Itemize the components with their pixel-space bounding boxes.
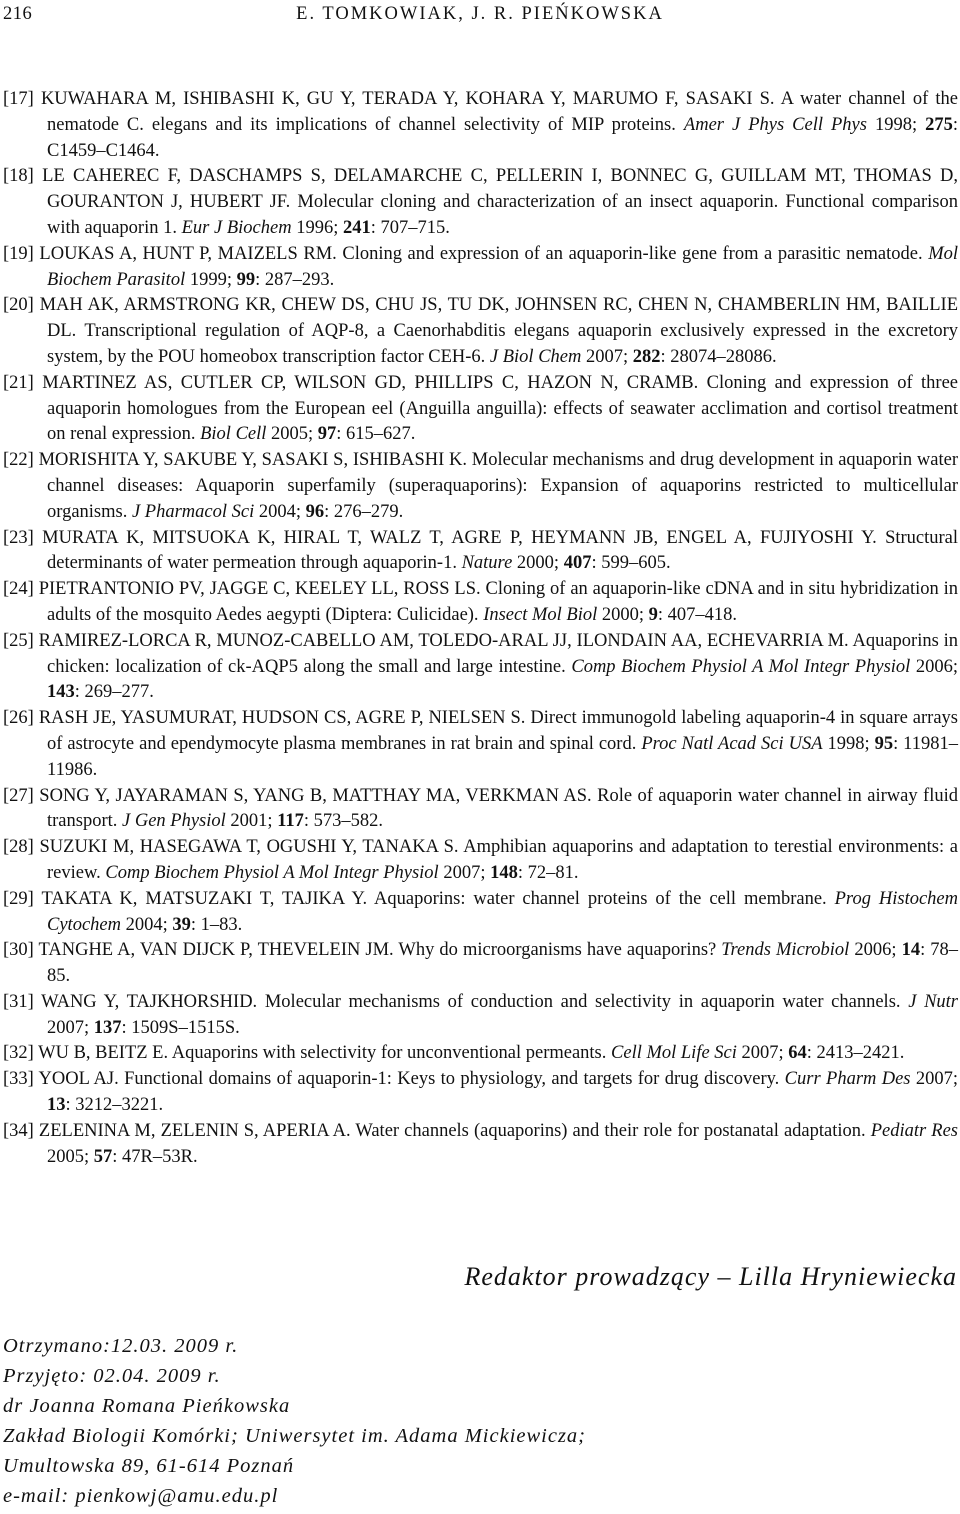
reference-item [3,164,958,241]
reference-title: Molecular cloning and characterization of an insect aquaporin. Functional comparison with aquaporin 1. [47,192,959,238]
reference-volume: 275 [925,114,953,135]
reference-item [3,448,958,525]
reference-number: [27] [3,785,34,806]
reference-item [3,1041,958,1067]
reference-journal: Curr Pharm Des [784,1069,911,1090]
reference-number: [29] [3,888,34,909]
reference-item [3,887,958,939]
reference-journal: J Gen Physiol [122,811,226,832]
reference-number: [19] [3,243,34,264]
reference-item [3,835,958,887]
received-date: Otrzymano:12.03. 2009 r. [3,1335,239,1357]
reference-title: Water channels (aquaporins) and their role for postanatal adaptation. [355,1120,866,1141]
reference-year: 2001; [230,811,273,832]
reference-volume: 241 [342,217,371,238]
reference-year: 2004; [258,501,302,522]
reference-year: 2006; [854,940,897,961]
reference-journal: Eur J Biochem [181,217,292,238]
reference-title: Aquaporins: water channel proteins of the cell membrane. [374,888,827,909]
reference-authors: WU B, BEITZ E. [38,1043,169,1064]
reference-year: 2005; [47,1146,90,1167]
reference-volume: 137 [93,1017,122,1038]
reference-year: 2007; [585,346,629,367]
reference-authors: SONG Y, JAYARAMAN S, YANG B, MATTHAY MA, VERKMAN AS. [39,785,592,806]
reference-item [3,629,958,706]
reference-pages: : 573–582. [303,811,384,832]
reference-volume: 97 [317,424,337,445]
reference-journal: Biol Cell [200,424,267,445]
reference-title: Functional domains of aquaporin-1: Keys to physiology, and targets for drug discovery. [124,1069,780,1090]
reference-authors: MURATA K, MITSUOKA K, HIRAL T, WALZ T, AGRE P, HEYMANN JB, ENGEL A, FUJIYOSHI Y. [42,527,877,548]
reference-volume: 282 [632,346,661,367]
reference-journal: Prog Histochem Cytochem [47,888,959,935]
reference-title: Structural determinants of water permeation through aquaporin-1. [47,527,959,574]
reference-pages: : 615–627. [336,424,416,445]
accepted-date: Przyjęto: 02.04. 2009 r. [3,1365,221,1387]
reference-pages: : 11981–11986. [47,733,958,780]
reference-number: [28] [3,837,34,858]
reference-journal: Nature [461,553,513,574]
reference-year: 2007; [443,862,486,883]
reference-number: [31] [3,991,34,1012]
reference-volume: 95 [874,733,894,754]
reference-pages: : 28074–28086. [660,346,777,367]
reference-authors: MAH AK, ARMSTRONG KR, CHEW DS, CHU JS, TU DK, JOHNSEN RC, CHEN N, CHAMBERLIN HM, BAILLIE DL. [39,295,958,342]
correspondence-author: dr Joanna Romana Pieńkowska [3,1395,291,1417]
reference-journal: Comp Biochem Physiol A Mol Integr Physiol [571,656,911,677]
reference-volume: 13 [47,1095,66,1116]
reference-pages: : 72–81. [517,862,579,883]
reference-pages: : 276–279. [324,501,404,522]
reference-volume: 99 [236,269,256,290]
reference-authors: LE CAHEREC F, DASCHAMPS S, DELAMARCHE C, PELLERIN I, BONNEC G, GUILLAM MT, THOMAS D, GOURANTON J, HUBERT JF. [42,166,959,213]
reference-pages: : 707–715. [370,217,450,238]
reference-year: 2000; [601,604,645,625]
reference-title: Direct immunogold labeling aquaporin-4 in square arrays of astrocyte and ependymocyte plasma membranes in rat brain and spinal cord. [47,708,959,754]
reference-number: [24] [3,579,34,600]
reference-authors: RAMIREZ-LORCA R, MUNOZ-CABELLO AM, TOLEDO-ARAL JJ, ILONDAIN AA, ECHEVARRIA M. [38,630,849,651]
reference-authors: KUWAHARA M, ISHIBASHI K, GU Y, TERADA Y, KOHARA Y, MARUMO F, SASAKI S. [40,89,775,109]
reference-journal: Cell Mol Life Sci [611,1043,737,1064]
reference-journal: J Nutr [908,991,958,1012]
reference-journal: J Biol Chem [489,346,582,367]
author-affiliation: Zakład Biologii Komórki; Uniwersytet im. Adama Mickiewicza; [3,1425,587,1447]
reference-pages: : C1459–C1464. [47,114,959,161]
reference-item [3,1067,958,1119]
reference-year: 1996; [296,217,339,238]
reference-journal: Proc Natl Acad Sci USA [641,733,823,754]
reference-number: [23] [3,527,34,548]
reference-number: [30] [3,940,34,961]
reference-item [3,1119,958,1171]
reference-authors: PIETRANTONIO PV, JAGGE C, KEELEY LL, ROSS LS. [38,579,481,600]
article-footer [3,1331,586,1511]
author-email: e-mail: pienkowj@amu.edu.pl [3,1485,279,1507]
reference-pages: : 407–418. [657,604,738,625]
reference-pages: : 599–605. [591,553,671,574]
editor-note: Redaktor prowadzący – Lilla Hryniewiecka [464,1262,957,1291]
reference-year: 2007; [741,1043,784,1064]
reference-volume: 14 [901,940,921,961]
reference-year: 2007; [915,1069,958,1090]
reference-item [3,371,958,448]
reference-item [3,87,958,164]
reference-year: 2004; [125,914,168,935]
reference-authors: YOOL AJ. [38,1069,119,1090]
reference-pages: : 1–83. [190,914,243,935]
reference-number: [17] [3,89,34,109]
reference-authors: MORISHITA Y, SAKUBE Y, SASAKI S, ISHIBASHI K. [38,450,468,471]
reference-year: 2005; [271,424,314,445]
reference-journal: Comp Biochem Physiol A Mol Integr Physiol [105,862,439,883]
reference-authors: TAKATA K, MATSUZAKI T, TAJIKA Y. [41,888,368,909]
reference-number: [34] [3,1120,34,1141]
reference-title: Amphibian aquaporins and adaptation to terestial environments: a review. [47,837,959,883]
reference-number: [25] [3,630,34,651]
reference-title: Aquaporins in chicken: localization of ck-AQP5 along the small and large intestine. [47,630,959,677]
reference-volume: 407 [563,553,592,574]
reference-title: Transcriptional regulation of AQP-8, a Caenorhabditis elegans aquaporin exclusively expressed in the excretory system, by the POU homeobox transcription factor CEH-6. [47,321,958,367]
running-head-authors: E. TOMKOWIAK, J. R. PIEŃKOWSKA [296,4,664,24]
reference-number: [33] [3,1069,34,1090]
reference-authors: TANGHE A, VAN DIJCK P, THEVELEIN JM. [38,940,394,961]
reference-title: Why do microorganisms have aquaporins? [398,940,717,961]
reference-pages: : 1509S–1515S. [121,1017,240,1038]
reference-title: Aquaporins with selectivity for unconventional permeants. [171,1043,607,1064]
reference-volume: 57 [93,1146,113,1167]
reference-journal: Insect Mol Biol [483,604,598,625]
reference-pages: : 287–293. [255,269,335,290]
reference-authors: WANG Y, TAJKHORSHID. [41,991,258,1012]
reference-number: [21] [3,372,34,393]
reference-pages: : 269–277. [74,682,154,703]
reference-number: [20] [3,295,34,316]
author-address: Umultowska 89, 61-614 Poznań [3,1455,295,1477]
reference-title: Molecular mechanisms of conduction and selectivity in aquaporin water channels. [264,991,901,1012]
reference-authors: SUZUKI M, HASEGAWA T, OGUSHI Y, TANAKA S. [39,837,459,858]
reference-year: 2006; [915,656,959,677]
reference-volume: 96 [305,501,325,522]
reference-volume: 148 [490,862,518,883]
reference-item [3,242,958,294]
reference-title: Role of aquaporin water channel in airway fluid transport. [47,785,959,832]
reference-item [3,577,958,629]
reference-volume: 143 [47,682,75,703]
reference-item [3,784,958,836]
reference-year: 1999; [189,269,232,290]
reference-journal: J Pharmacol Sci [131,501,255,522]
reference-volume: 9 [648,604,658,625]
reference-item [3,990,958,1042]
page-number: 216 [3,4,33,24]
reference-item [3,526,958,578]
reference-volume: 64 [788,1043,807,1064]
reference-number: [26] [3,708,34,729]
reference-pages: : 3212–3221. [65,1095,164,1116]
reference-pages: : 78–85. [47,940,958,987]
reference-year: 2000; [516,553,560,574]
reference-title: A water channel of the nematode C. elegans and its implications of channel selectivity of MIP proteins. [47,89,958,135]
reference-authors: RASH JE, YASUMURAT, HUDSON CS, AGRE P, NIELSEN S. [38,708,526,729]
reference-item [3,938,958,990]
reference-item [3,706,958,783]
reference-pages: : 47R–53R. [112,1146,198,1167]
page-header [3,4,957,30]
reference-journal: Pediatr Res [870,1120,959,1141]
reference-volume: 117 [277,811,304,832]
reference-pages: : 2413–2421. [806,1043,905,1064]
reference-title: Cloning and expression of an aquaporin-like gene from a parasitic nematode. [342,243,923,264]
reference-title: Cloning of an aquaporin-like cDNA and in situ hybridization in adults of the mosquito Aedes aegypti (Diptera: Culicidae). [47,579,959,625]
reference-list [3,87,958,1170]
reference-number: [18] [3,166,34,187]
reference-year: 2007; [47,1017,90,1038]
reference-year: 1998; [874,114,918,135]
reference-title: Cloning and expression of three aquaporin homologues from the European eel (Anguilla anguilla): effects of seawater acclimation and cortisol treatment on renal expression. [47,372,959,445]
reference-volume: 39 [172,914,191,935]
reference-item [3,293,958,370]
reference-year: 1998; [827,733,870,754]
reference-authors: MARTINEZ AS, CUTLER CP, WILSON GD, PHILLIPS C, HAZON N, CRAMB. [42,372,699,393]
reference-number: [32] [3,1043,34,1064]
reference-title: Molecular mechanisms and drug development in aquaporin water channel diseases: Aquaporin superfamily (superaquaporins): Expansion of aquaporins restricted to multicellular organisms. [47,450,958,522]
reference-journal: Mol Biochem Parasitol [47,243,959,290]
reference-journal: Amer J Phys Cell Phys [683,114,867,135]
reference-journal: Trends Microbiol [721,940,850,961]
reference-number: [22] [3,450,34,471]
reference-authors: ZELENINA M, ZELENIN S, APERIA A. [38,1120,351,1141]
reference-authors: LOUKAS A, HUNT P, MAIZELS RM. [39,243,337,264]
